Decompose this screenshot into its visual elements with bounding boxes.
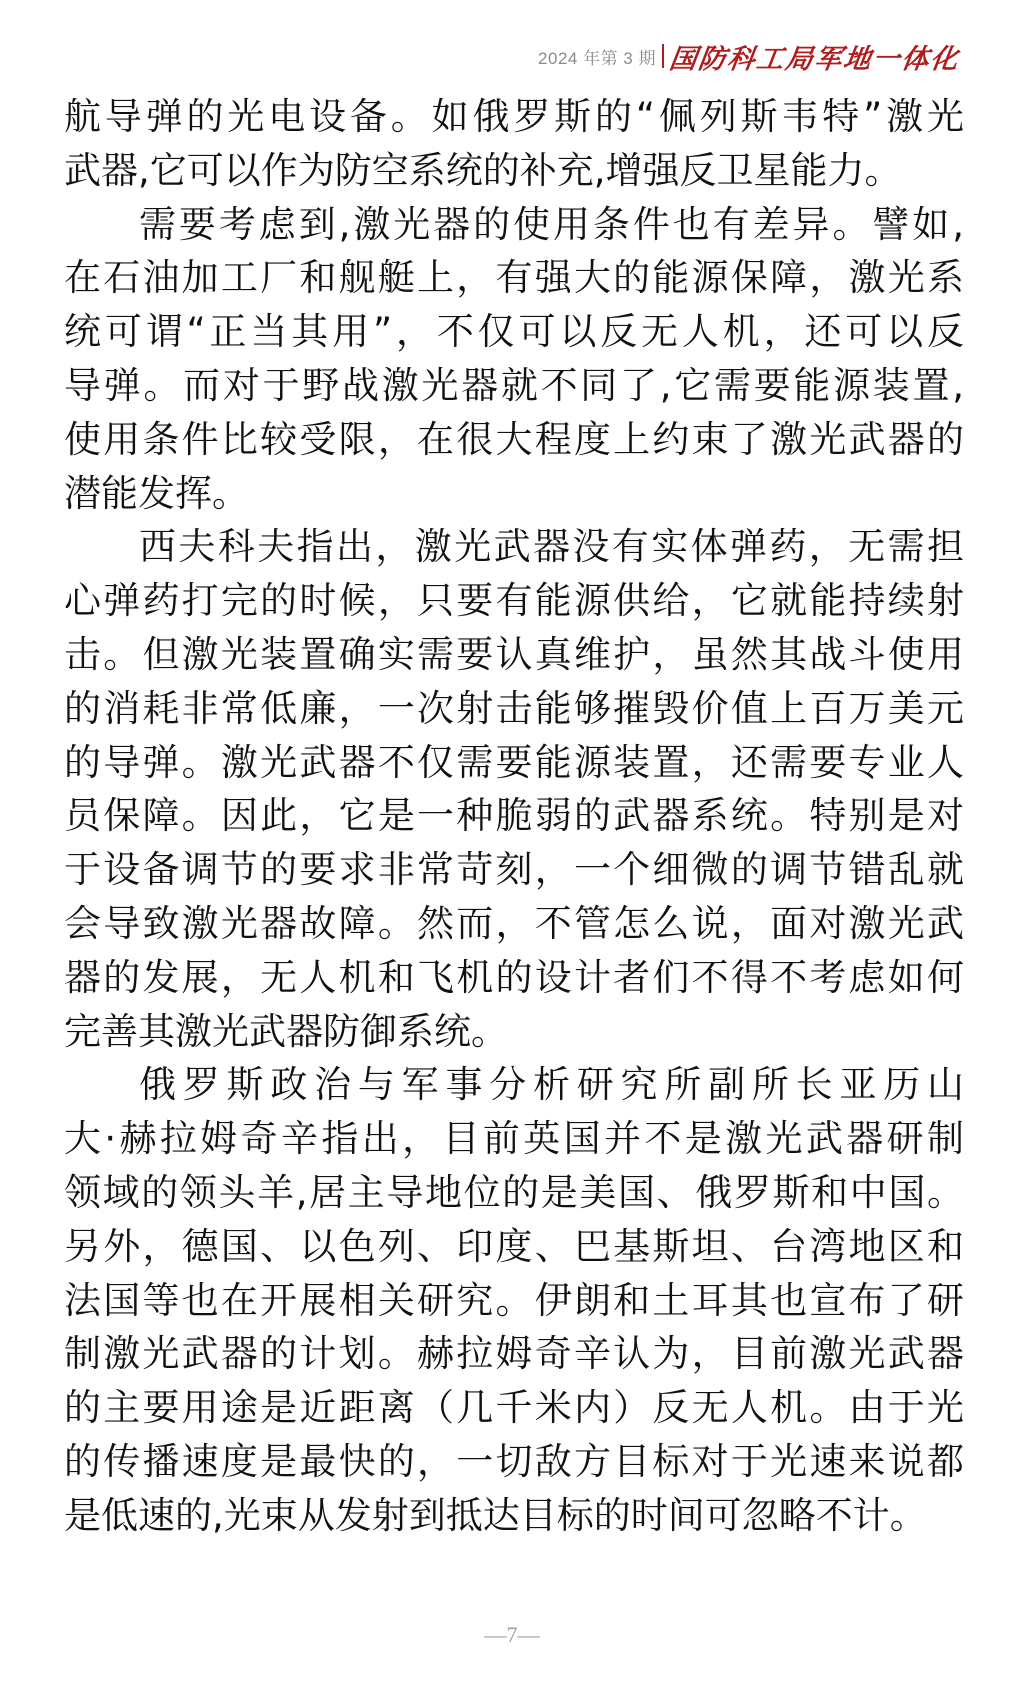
paragraph bbox=[64, 1058, 964, 1542]
text-line: 的导弹。激光武器不仅需要能源装置，还需要专业人 bbox=[64, 740, 964, 784]
text-line: 器的发展，无人机和飞机的设计者们不得不考虑如何 bbox=[64, 955, 964, 999]
text-line: 使用条件比较受限，在很大程度上约束了激光武器的 bbox=[64, 417, 964, 461]
text-line: 西夫科夫指出，激光武器没有实体弹药，无需担 bbox=[139, 525, 964, 569]
text-line: 在石油加工厂和舰艇上，有强大的能源保障，激光系 bbox=[64, 256, 964, 300]
text-line: 的消耗非常低廉，一次射击能够摧毁价值上百万美元 bbox=[64, 686, 964, 730]
text-line: 统可谓“正当其用”，不仅可以反无人机，还可以反 bbox=[64, 310, 964, 354]
text-line: 潜能发挥。 bbox=[64, 471, 249, 515]
text-line: 的传播速度是最快的，一切敌方目标对于光速来说都 bbox=[64, 1439, 964, 1483]
text-line: 的主要用途是近距离（几千米内）反无人机。由于光 bbox=[64, 1386, 964, 1430]
text-line: 是低速的,光束从发射到抵达目标的时间可忽略不计。 bbox=[64, 1493, 927, 1537]
text-line: 完善其激光武器防御系统。 bbox=[64, 1009, 508, 1053]
paragraph bbox=[64, 520, 964, 1058]
text-line: 需要考虑到,激光器的使用条件也有差异。譬如, bbox=[139, 202, 964, 246]
header-divider bbox=[662, 44, 664, 68]
text-line: 于设备调节的要求非常苛刻，一个细微的调节错乱就 bbox=[64, 848, 964, 892]
text-line: 击。但激光装置确实需要认真维护，虽然其战斗使用 bbox=[64, 632, 964, 676]
text-line: 武器,它可以作为防空系统的补充,增强反卫星能力。 bbox=[64, 148, 902, 192]
text-line: 大·赫拉姆奇辛指出，目前英国并不是激光武器研制 bbox=[64, 1117, 964, 1161]
text-line: 员保障。因此，它是一种脆弱的武器系统。特别是对 bbox=[64, 794, 964, 838]
text-line: 俄罗斯政治与军事分析研究所副所长亚历山 bbox=[139, 1063, 964, 1107]
text-line: 另外，德国、以色列、印度、巴基斯坦、台湾地区和 bbox=[64, 1224, 964, 1268]
paragraph bbox=[64, 90, 964, 198]
text-line: 法国等也在开展相关研究。伊朗和土耳其也宣布了研 bbox=[64, 1278, 964, 1322]
journal-logo: 国防科工局军地一体化 bbox=[667, 43, 962, 75]
text-line: 制激光武器的计划。赫拉姆奇辛认为，目前激光武器 bbox=[64, 1332, 964, 1376]
text-line: 会导致激光器故障。然而，不管怎么说，面对激光武 bbox=[64, 901, 964, 945]
paragraph bbox=[64, 198, 964, 521]
issue-label: 2024 年第 3 期 bbox=[538, 48, 656, 68]
text-line: 心弹药打完的时候，只要有能源供给，它就能持续射 bbox=[64, 579, 964, 623]
article-body bbox=[64, 90, 964, 1543]
page-number: —7— bbox=[484, 1622, 540, 1647]
text-line: 领域的领头羊,居主导地位的是美国、俄罗斯和中国。 bbox=[64, 1170, 964, 1214]
text-line: 导弹。而对于野战激光器就不同了,它需要能源装置, bbox=[64, 363, 964, 407]
page-header bbox=[538, 38, 960, 74]
text-line: 航导弹的光电设备。如俄罗斯的“佩列斯韦特”激光 bbox=[64, 95, 964, 138]
